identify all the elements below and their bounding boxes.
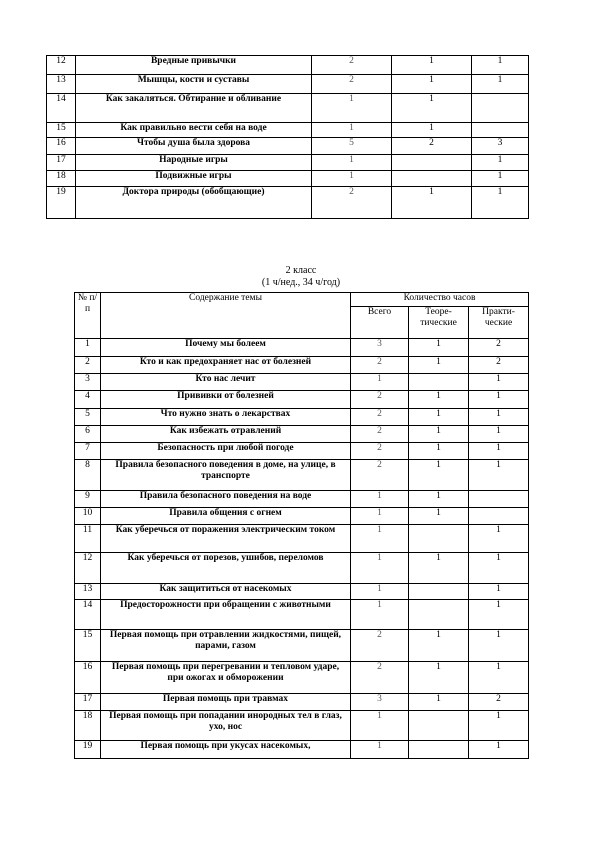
table-row bbox=[75, 443, 529, 460]
row-total: 2 bbox=[312, 56, 392, 75]
row-practice bbox=[469, 491, 529, 508]
row-theory: 1 bbox=[409, 426, 469, 443]
row-theory bbox=[392, 155, 472, 171]
row-topic: Безопасность при любой погоде bbox=[101, 443, 351, 460]
row-number: 6 bbox=[75, 426, 101, 443]
row-number: 19 bbox=[75, 741, 101, 759]
table-row bbox=[75, 374, 529, 391]
row-theory bbox=[409, 711, 469, 741]
row-total: 2 bbox=[312, 75, 392, 94]
row-topic: Как правильно вести себя на воде bbox=[76, 123, 312, 138]
row-practice: 1 bbox=[472, 187, 529, 219]
row-theory: 1 bbox=[409, 630, 469, 662]
row-theory: 1 bbox=[392, 56, 472, 75]
row-topic: Народные игры bbox=[76, 155, 312, 171]
row-theory: 1 bbox=[409, 508, 469, 525]
table-row bbox=[75, 711, 529, 741]
row-theory bbox=[409, 374, 469, 391]
row-practice: 1 bbox=[472, 155, 529, 171]
table-row bbox=[75, 339, 529, 357]
table-row bbox=[75, 694, 529, 711]
header-topic: Содержание темы bbox=[101, 293, 351, 339]
header-total: Всего bbox=[351, 307, 409, 339]
table-row bbox=[75, 491, 529, 508]
row-practice: 2 bbox=[469, 339, 529, 357]
table-row bbox=[75, 409, 529, 426]
table-row bbox=[47, 94, 529, 123]
row-theory: 1 bbox=[392, 75, 472, 94]
row-topic: Предосторожности при обращении с животными bbox=[101, 600, 351, 630]
row-number: 18 bbox=[75, 711, 101, 741]
row-practice: 1 bbox=[469, 553, 529, 584]
row-number: 7 bbox=[75, 443, 101, 460]
row-theory: 1 bbox=[392, 94, 472, 123]
row-number: 8 bbox=[75, 460, 101, 491]
header-theory: Теоре-тические bbox=[409, 307, 469, 339]
row-theory: 1 bbox=[409, 694, 469, 711]
row-theory bbox=[409, 600, 469, 630]
row-number: 13 bbox=[47, 75, 76, 94]
row-topic: Почему мы болеем bbox=[101, 339, 351, 357]
row-topic: Первая помощь при перегревании и тепловом ударе, при ожогах и обморожении bbox=[101, 662, 351, 694]
row-practice: 1 bbox=[472, 171, 529, 187]
row-practice: 1 bbox=[472, 75, 529, 94]
row-theory bbox=[409, 525, 469, 553]
row-total: 2 bbox=[351, 357, 409, 374]
table-row bbox=[47, 75, 529, 94]
table-row bbox=[75, 741, 529, 759]
hours-table-grade2 bbox=[74, 292, 529, 759]
row-total: 1 bbox=[351, 711, 409, 741]
row-number: 19 bbox=[47, 187, 76, 219]
row-topic: Правила безопасного поведения на воде bbox=[101, 491, 351, 508]
row-practice: 2 bbox=[469, 694, 529, 711]
row-practice: 1 bbox=[469, 443, 529, 460]
row-total: 2 bbox=[351, 443, 409, 460]
row-theory bbox=[409, 741, 469, 759]
row-total: 2 bbox=[351, 630, 409, 662]
row-total: 1 bbox=[312, 123, 392, 138]
row-total: 1 bbox=[351, 741, 409, 759]
row-topic: Первая помощь при попадании инородных тел в глаз, ухо, нос bbox=[101, 711, 351, 741]
table-row bbox=[75, 508, 529, 525]
header-practice: Практи-ческие bbox=[469, 307, 529, 339]
row-practice: 1 bbox=[469, 525, 529, 553]
row-number: 16 bbox=[47, 138, 76, 155]
row-total: 1 bbox=[312, 155, 392, 171]
row-practice: 1 bbox=[469, 426, 529, 443]
row-practice: 1 bbox=[469, 391, 529, 409]
row-total: 1 bbox=[351, 553, 409, 584]
row-number: 3 bbox=[75, 374, 101, 391]
row-topic: Как уберечься от порезов, ушибов, переломов bbox=[101, 553, 351, 584]
row-total: 1 bbox=[351, 374, 409, 391]
hours-table-continued bbox=[46, 55, 529, 219]
row-topic: Кто и как предохраняет нас от болезней bbox=[101, 357, 351, 374]
row-total: 3 bbox=[351, 339, 409, 357]
row-topic: Прививки от болезней bbox=[101, 391, 351, 409]
row-theory: 1 bbox=[409, 491, 469, 508]
row-topic: Правила общения с огнем bbox=[101, 508, 351, 525]
row-practice: 1 bbox=[469, 662, 529, 694]
row-total: 1 bbox=[351, 600, 409, 630]
row-number: 12 bbox=[75, 553, 101, 584]
row-number: 12 bbox=[47, 56, 76, 75]
row-number: 17 bbox=[47, 155, 76, 171]
row-number: 1 bbox=[75, 339, 101, 357]
table-row bbox=[75, 426, 529, 443]
row-topic: Кто нас лечит bbox=[101, 374, 351, 391]
row-number: 10 bbox=[75, 508, 101, 525]
row-theory: 1 bbox=[409, 553, 469, 584]
row-practice bbox=[472, 94, 529, 123]
row-total: 1 bbox=[351, 508, 409, 525]
row-total: 2 bbox=[351, 391, 409, 409]
row-number: 14 bbox=[75, 600, 101, 630]
row-topic: Что нужно знать о лекарствах bbox=[101, 409, 351, 426]
row-practice: 1 bbox=[469, 630, 529, 662]
row-number: 16 bbox=[75, 662, 101, 694]
row-theory: 2 bbox=[392, 138, 472, 155]
row-topic: Правила безопасного поведения в доме, на улице, в транспорте bbox=[101, 460, 351, 491]
row-practice: 1 bbox=[469, 409, 529, 426]
row-total: 2 bbox=[351, 409, 409, 426]
row-topic: Вредные привычки bbox=[76, 56, 312, 75]
table-row bbox=[75, 630, 529, 662]
table-row bbox=[75, 391, 529, 409]
row-theory: 1 bbox=[392, 187, 472, 219]
row-practice: 1 bbox=[469, 374, 529, 391]
row-topic: Чтобы душа была здорова bbox=[76, 138, 312, 155]
row-practice: 1 bbox=[469, 584, 529, 600]
row-total: 1 bbox=[312, 94, 392, 123]
row-theory: 1 bbox=[409, 409, 469, 426]
row-number: 17 bbox=[75, 694, 101, 711]
table-row bbox=[75, 357, 529, 374]
table-row bbox=[47, 56, 529, 75]
table-row bbox=[47, 187, 529, 219]
row-practice: 1 bbox=[472, 56, 529, 75]
row-total: 2 bbox=[351, 426, 409, 443]
row-topic: Как избежать отравлений bbox=[101, 426, 351, 443]
row-total: 2 bbox=[312, 187, 392, 219]
row-topic: Доктора природы (обобщающие) bbox=[76, 187, 312, 219]
row-topic: Первая помощь при укусах насекомых, bbox=[101, 741, 351, 759]
table-row bbox=[47, 138, 529, 155]
row-total: 1 bbox=[312, 171, 392, 187]
row-theory: 1 bbox=[392, 123, 472, 138]
section-subtitle: (1 ч/нед., 34 ч/год) bbox=[261, 277, 341, 288]
row-theory: 1 bbox=[409, 662, 469, 694]
row-topic: Первая помощь при травмах bbox=[101, 694, 351, 711]
table-row bbox=[75, 662, 529, 694]
row-total: 2 bbox=[351, 460, 409, 491]
row-theory: 1 bbox=[409, 391, 469, 409]
row-practice: 1 bbox=[469, 600, 529, 630]
table-row bbox=[75, 525, 529, 553]
row-topic: Как защититься от насекомых bbox=[101, 584, 351, 600]
row-theory: 1 bbox=[409, 460, 469, 491]
row-topic: Подвижные игры bbox=[76, 171, 312, 187]
row-practice: 1 bbox=[469, 460, 529, 491]
row-number: 13 bbox=[75, 584, 101, 600]
row-practice bbox=[469, 508, 529, 525]
table-row bbox=[75, 584, 529, 600]
row-total: 2 bbox=[351, 662, 409, 694]
row-number: 2 bbox=[75, 357, 101, 374]
table-row bbox=[47, 123, 529, 138]
row-number: 9 bbox=[75, 491, 101, 508]
row-number: 18 bbox=[47, 171, 76, 187]
table-row bbox=[75, 553, 529, 584]
row-topic: Первая помощь при отравлении жидкостями, пищей, парами, газом bbox=[101, 630, 351, 662]
row-number: 11 bbox=[75, 525, 101, 553]
row-practice: 1 bbox=[469, 711, 529, 741]
row-number: 4 bbox=[75, 391, 101, 409]
table-row bbox=[47, 171, 529, 187]
row-practice bbox=[472, 123, 529, 138]
row-theory bbox=[392, 171, 472, 187]
row-practice: 1 bbox=[469, 741, 529, 759]
header-num: № п/п bbox=[75, 293, 101, 339]
row-total: 1 bbox=[351, 491, 409, 508]
row-theory bbox=[409, 584, 469, 600]
row-theory: 1 bbox=[409, 339, 469, 357]
header-hours: Количество часов bbox=[351, 293, 529, 307]
row-number: 15 bbox=[75, 630, 101, 662]
table-row bbox=[75, 460, 529, 491]
row-number: 15 bbox=[47, 123, 76, 138]
row-practice: 3 bbox=[472, 138, 529, 155]
row-total: 3 bbox=[351, 694, 409, 711]
table-row bbox=[75, 600, 529, 630]
table-row bbox=[47, 155, 529, 171]
row-topic: Как уберечься от поражения электрическим током bbox=[101, 525, 351, 553]
row-number: 14 bbox=[47, 94, 76, 123]
section-title: 2 класс bbox=[285, 265, 317, 276]
row-number: 5 bbox=[75, 409, 101, 426]
row-total: 1 bbox=[351, 584, 409, 600]
row-topic: Мышцы, кости и суставы bbox=[76, 75, 312, 94]
row-total: 1 bbox=[351, 525, 409, 553]
row-total: 5 bbox=[312, 138, 392, 155]
row-practice: 2 bbox=[469, 357, 529, 374]
row-theory: 1 bbox=[409, 443, 469, 460]
row-topic: Как закаляться. Обтирание и обливание bbox=[76, 94, 312, 123]
row-theory: 1 bbox=[409, 357, 469, 374]
